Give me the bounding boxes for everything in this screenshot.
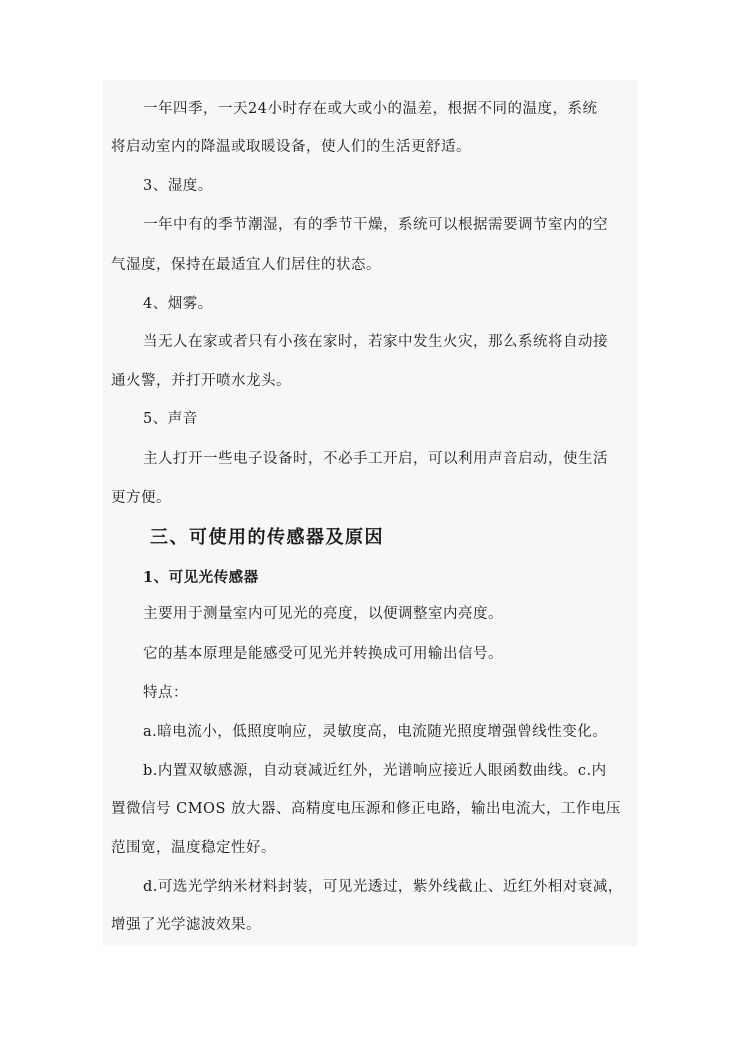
paragraph-line: 通火警，并打开喷水龙头。 <box>111 373 291 389</box>
feature-item: 范围宽，温度稳定性好。 <box>111 840 276 856</box>
list-label: 4、烟雾。 <box>143 296 213 312</box>
list-label: 5、声音 <box>143 411 198 427</box>
feature-item: d.可选光学纳米材料封装，可见光透过，紫外线截止、近红外相对衰减， <box>143 879 623 895</box>
feature-item: a.暗电流小，低照度响应，灵敏度高，电流随光照度增强曾线性变化。 <box>143 724 608 740</box>
section-heading: 三、可使用的传感器及原因 <box>150 527 384 548</box>
feature-item: 增强了光学滤波效果。 <box>111 917 261 933</box>
paragraph-line: 一年中有的季节潮湿，有的季节干燥，系统可以根据需要调节室内的空 <box>143 217 608 233</box>
paragraph-line: 将启动室内的降温或取暖设备，使人们的生活更舒适。 <box>111 139 471 155</box>
paragraph-line: 气湿度，保持在最适宜人们居住的状态。 <box>111 257 381 273</box>
paragraph-line: 更方便。 <box>111 490 171 506</box>
paragraph-line: 主要用于测量室内可见光的亮度，以便调整室内亮度。 <box>143 606 503 622</box>
list-label: 3、湿度。 <box>143 178 213 194</box>
paragraph-line: 一年四季，一天24小时存在或大或小的温差，根据不同的温度，系统 <box>143 101 598 117</box>
paragraph-label: 特点： <box>143 685 188 701</box>
paragraph-line: 主人打开一些电子设备时，不必手工开启，可以利用声音启动，使生活 <box>143 451 608 467</box>
paragraph-line: 当无人在家或者只有小孩在家时，若家中发生火灾，那么系统将自动接 <box>143 334 608 350</box>
subsection-heading: 1、可见光传感器 <box>143 569 259 586</box>
feature-item: b.内置双敏感源，自动衰减近红外，光谱响应接近人眼函数曲线。c.内 <box>143 763 607 779</box>
paragraph-line: 它的基本原理是能感受可见光并转换成可用输出信号。 <box>143 646 503 662</box>
feature-item: 置微信号 CMOS 放大器、高精度电压源和修正电路，输出电流大，工作电压 <box>111 801 621 817</box>
